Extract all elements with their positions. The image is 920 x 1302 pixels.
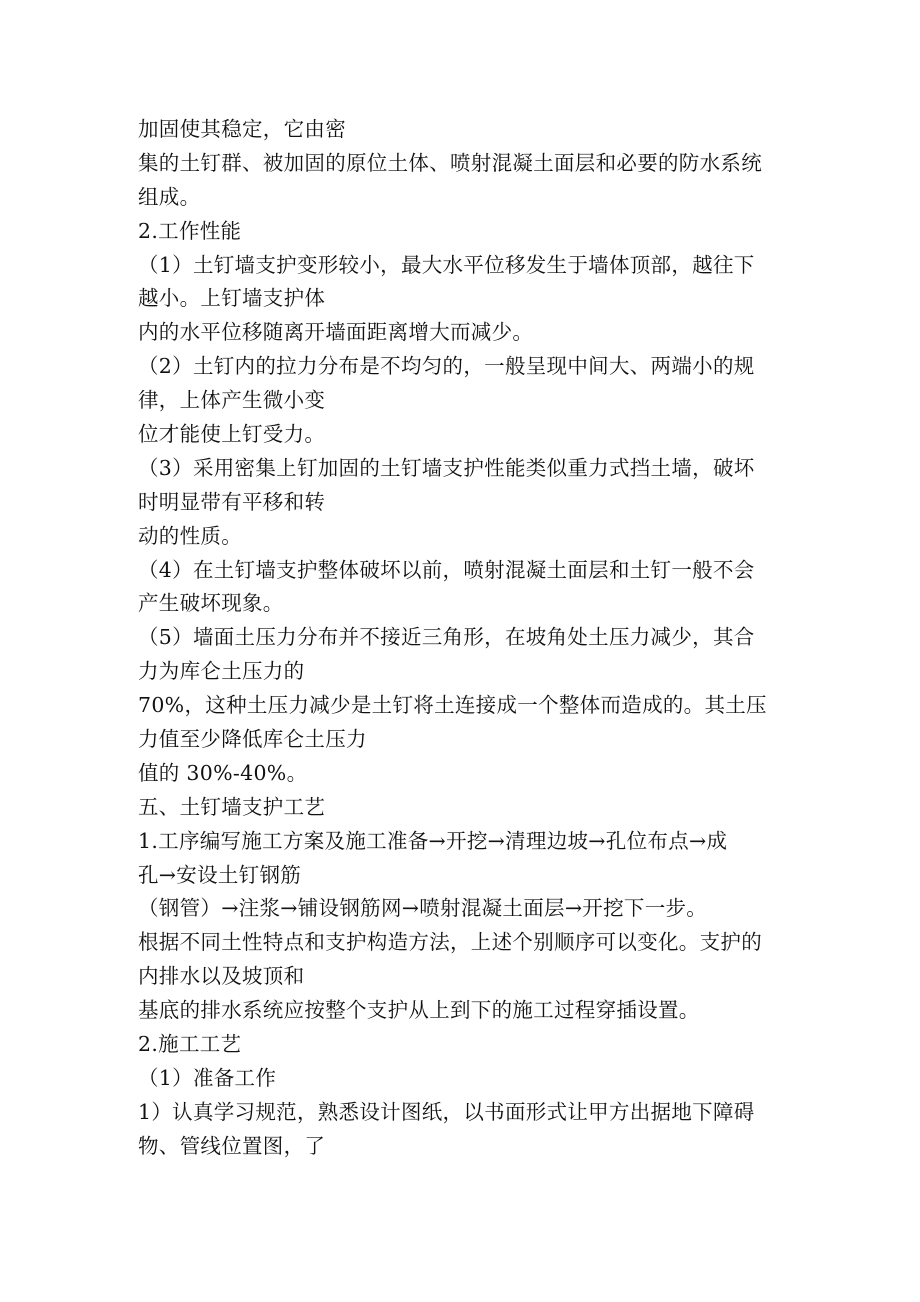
text-line: 内的水平位移随离开墙面距离增大而减少。 <box>138 320 534 345</box>
text-line: （钢管）→注浆→铺设钢筋网→喷射混凝土面层→开挖下一步。 <box>138 896 708 921</box>
text-line: 集的土钉群、被加固的原位土体、喷射混凝土面层和必要的防水系统 <box>138 150 762 175</box>
text-line: 70%，这种土压力减少是土钉将土连接成一个整体而造成的。其土压 <box>138 693 767 718</box>
text-line: 位才能使上钉受力。 <box>138 422 326 447</box>
text-line: （3）采用密集上钉加固的土钉墙支护性能类似重力式挡土墙，破坏 <box>138 455 755 480</box>
text-line: 产生破坏现象。 <box>138 591 284 616</box>
text-line: 孔→安设土钉钢筋 <box>138 862 302 887</box>
section-heading: 五、土钉墙支护工艺 <box>138 794 326 819</box>
text-line: 律，上体产生微小变 <box>138 388 326 413</box>
text-line: 时明显带有平移和转 <box>138 489 326 514</box>
text-line: 加固使其稳定，它由密 <box>138 117 346 141</box>
text-line: 组成。 <box>138 184 201 209</box>
text-line: 动的性质。 <box>138 523 242 548</box>
text-line: （1）准备工作 <box>138 1065 277 1090</box>
text-line: 基底的排水系统应按整个支护从上到下的施工过程穿插设置。 <box>138 998 700 1023</box>
text-line: 1）认真学习规范，熟悉设计图纸，以书面形式让甲方出据地下障碍 <box>138 1099 755 1124</box>
text-line: 越小。上钉墙支护体 <box>138 286 326 311</box>
text-line: 内排水以及坡顶和 <box>138 964 305 989</box>
text-line: （2）土钉内的拉力分布是不均匀的，一般呈现中间大、两端小的规 <box>138 354 755 379</box>
text-line: 值的 30%-40%。 <box>138 760 308 785</box>
text-line: 1.工序编写施工方案及施工准备→开挖→清理边坡→孔位布点→成 <box>138 828 728 853</box>
text-line: 物、管线位置图，了 <box>138 1133 326 1158</box>
text-line: （5）墙面土压力分布并不接近三角形，在坡角处土压力减少，其合 <box>138 625 755 650</box>
text-line: （4）在土钉墙支护整体破坏以前，喷射混凝土面层和土钉一般不会 <box>138 557 755 582</box>
section-heading: 2.施工工艺 <box>138 1032 242 1057</box>
text-line: 力为库仑土压力的 <box>138 659 305 684</box>
document-body <box>138 113 788 1164</box>
text-line: （1）土钉墙支护变形较小，最大水平位移发生于墙体顶部，越往下 <box>138 252 755 277</box>
text-line: 根据不同土性特点和支护构造方法，上述个别顺序可以变化。支护的 <box>138 930 762 955</box>
section-heading: 2.工作性能 <box>138 218 242 243</box>
text-line: 力值至少降低库仑土压力 <box>138 727 367 752</box>
